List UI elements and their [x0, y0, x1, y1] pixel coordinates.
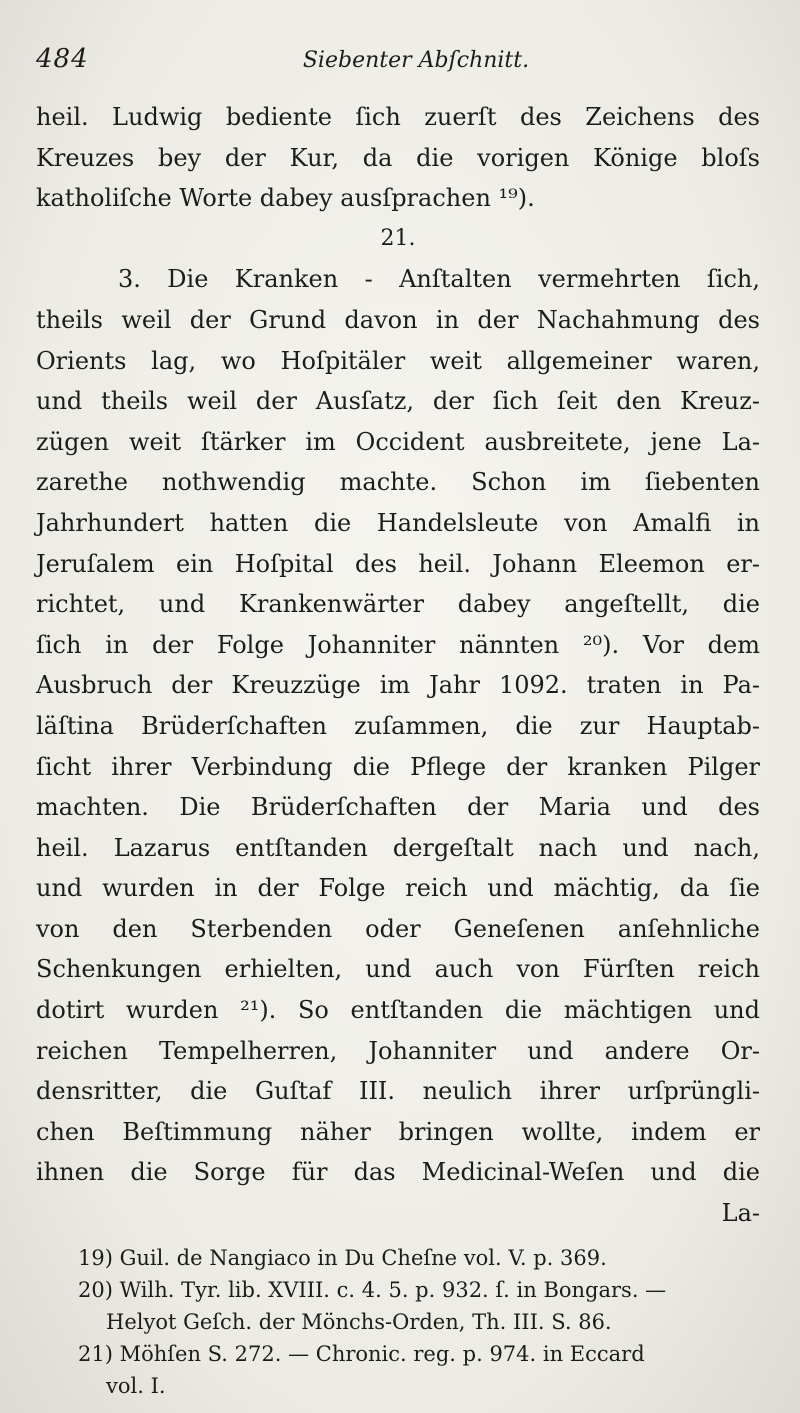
text-line: läſtina Brüderſchaften zuſammen, die zur Hauptab- — [36, 711, 760, 740]
text-line: chen Beſtimmung näher bringen wollte, indem er — [36, 1117, 760, 1146]
text-line: Schenkungen erhielten, und auch von Fürſten reich — [36, 955, 760, 984]
footnotes — [78, 1242, 768, 1402]
text-line: dotirt wurden ²¹). So entſtanden die mächtigen und — [36, 996, 760, 1025]
text-line: heil. Lazarus entſtanden dergeſtalt nach und nach, — [36, 833, 760, 862]
text-line: 3. Die Kranken - Anſtalten vermehrten ſich, — [118, 265, 760, 294]
text-line: Jahrhundert hatten die Handelsleute von Amalfi in — [36, 508, 760, 537]
text-line: Ausbruch der Kreuzzüge im Jahr 1092. traten in Pa- — [36, 671, 760, 700]
footnote-21-continued: vol. I. — [106, 1374, 166, 1398]
page-header — [36, 44, 756, 80]
footnote-21: 21) Möhſen S. 272. — Chronic. reg. p. 974. in Eccard — [78, 1342, 645, 1366]
text-line: zügen weit ſtärker im Occident ausbreitete, jene La- — [36, 427, 760, 456]
text-line: ihnen die Sorge für das Medicinal-Weſen und die — [36, 1158, 760, 1187]
text-line: machten. Die Brüderſchaften der Maria und des — [36, 793, 760, 822]
text-line: von den Sterbenden oder Geneſenen anſehnliche — [36, 914, 760, 943]
text-line: ſicht ihrer Verbindung die Pflege der kranken Pilger — [36, 752, 760, 781]
section-number: 21. — [380, 225, 416, 251]
text-line: Orients lag, wo Hoſpitäler weit allgemeiner waren, — [36, 346, 760, 375]
footnote-20: 20) Wilh. Tyr. lib. XVIII. c. 4. 5. p. 932. ſ. in Bongars. — — [78, 1278, 667, 1302]
text-line: und theils weil der Ausſatz, der ſich ſeit den Kreuz- — [36, 387, 760, 416]
page-number: 484 — [36, 44, 89, 74]
text-line: densritter, die Guſtaf III. neulich ihrer urſprüngli- — [36, 1077, 760, 1106]
text-line: und wurden in der Folge reich und mächtig, da ſie — [36, 874, 760, 903]
text-line: Kreuzes bey der Kur, da die vorigen Könige bloſs — [36, 143, 760, 172]
footnote-19: 19) Guil. de Nangiaco in Du Cheſne vol. V. p. 369. — [78, 1246, 607, 1270]
body-text — [36, 97, 760, 1234]
footnote-20-continued: Helyot Geſch. der Mönchs-Orden, Th. III. S. 86. — [106, 1310, 612, 1334]
text-line: zarethe nothwendig machte. Schon im ſiebenten — [36, 468, 760, 497]
catchword: La- — [721, 1199, 760, 1228]
text-line: richtet, und Krankenwärter dabey angeſtellt, die — [36, 590, 760, 619]
text-line: theils weil der Grund davon in der Nachahmung des — [36, 305, 760, 334]
text-line: reichen Tempelherren, Johanniter und andere Or- — [36, 1036, 760, 1065]
running-head: Siebenter Abſchnitt. — [302, 48, 530, 73]
text-line: heil. Ludwig bediente ſich zuerſt des Zeichens des — [36, 103, 760, 131]
text-line: Jeruſalem ein Hoſpital des heil. Johann Eleemon er- — [36, 549, 760, 578]
text-line: katholiſche Worte dabey ausſprachen ¹⁹). — [36, 184, 535, 213]
text-line: ſich in der Folge Johanniter nännten ²⁰). Vor dem — [36, 630, 760, 659]
